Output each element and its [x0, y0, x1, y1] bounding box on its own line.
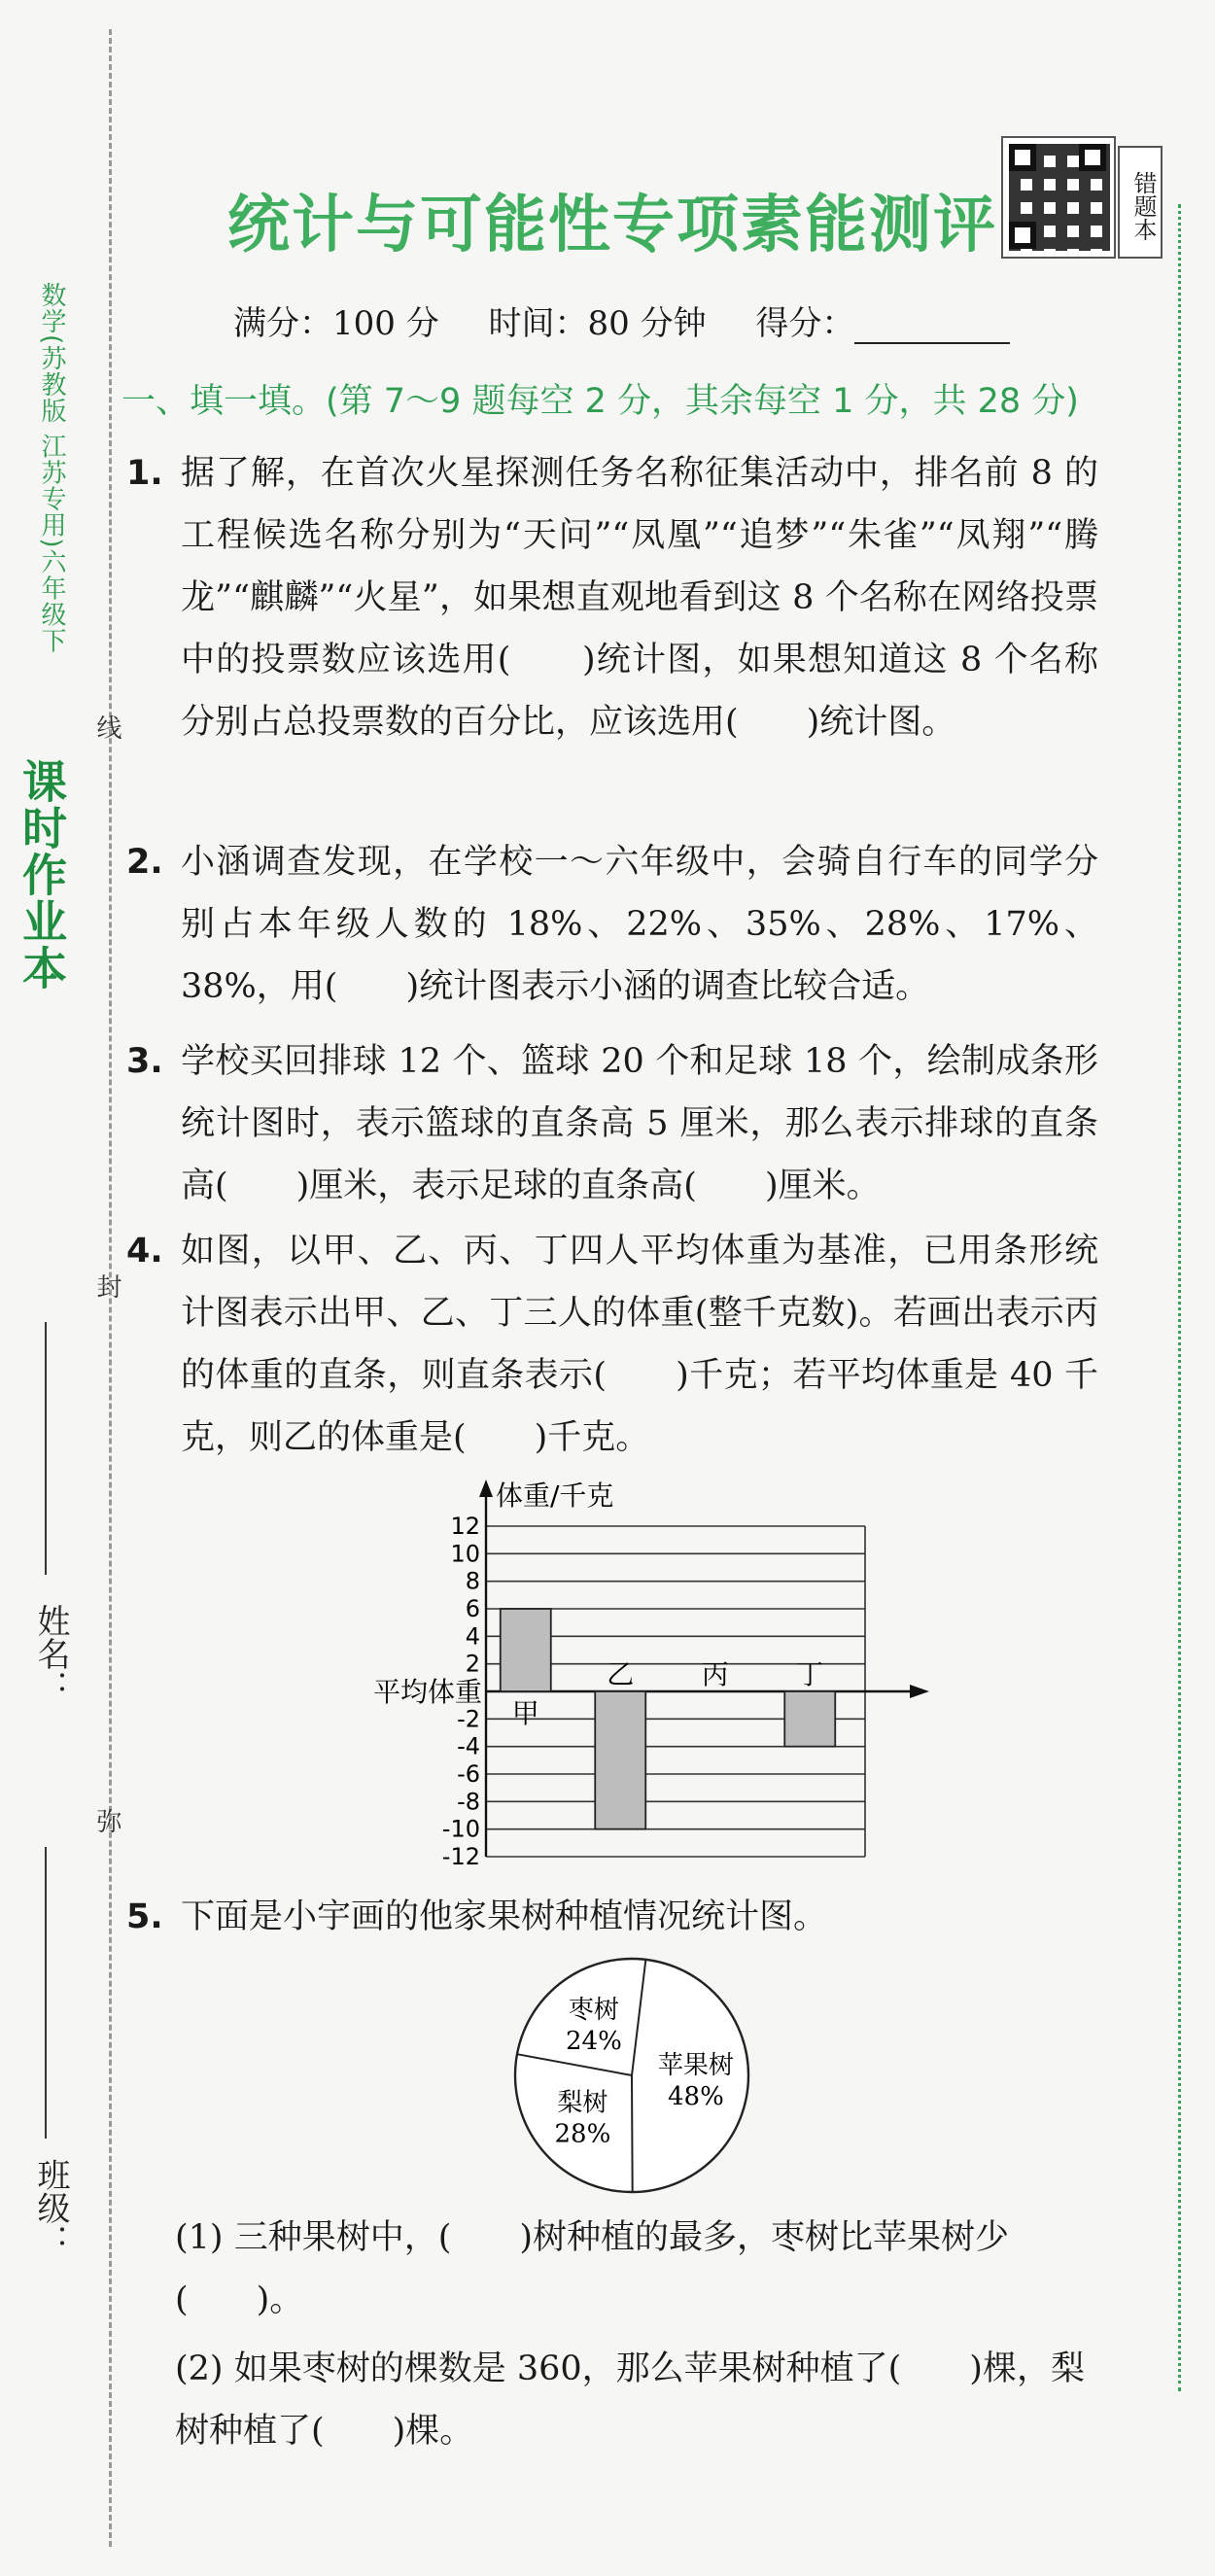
bar-乙: [595, 1691, 645, 1829]
y-tick-label: -2: [457, 1705, 480, 1733]
question-text: 小涵调查发现，在学校一～六年级中，会骑自行车的同学分别占本年级人数的 18%、22%、35%、28%、17%、38%，用( )统计图表示小涵的调查比较合适。: [181, 843, 1098, 1006]
full-score: 满分：100 分: [233, 304, 439, 343]
subquestion-2: (2) 如果枣树的棵数是 360，那么苹果树种植了( )棵，梨树种植了( )棵。: [175, 2350, 1085, 2451]
y-tick-label: 12: [450, 1513, 480, 1540]
seal-char-line: 线: [92, 714, 122, 740]
bar-丁: [784, 1691, 835, 1747]
series-label: 数学(苏教版 江苏专用)六年级下: [37, 282, 66, 654]
category-label-丁: 丁: [796, 1658, 824, 1690]
brand-logo: 课时作业本: [16, 758, 68, 992]
score-label: 得分：: [755, 304, 855, 343]
score-blank[interactable]: [854, 315, 1010, 344]
y-tick-label: -12: [441, 1843, 480, 1870]
y-tick-label: 4: [465, 1622, 480, 1651]
slice-percent-1: 28%: [554, 2119, 611, 2149]
qr-finder-top-left: [1009, 144, 1036, 171]
qr-finder-top-right: [1079, 144, 1106, 171]
question-5: [126, 1886, 1098, 1948]
y-tick-label: 10: [450, 1540, 480, 1568]
question-2: [126, 831, 1098, 1018]
question-number: 3.: [126, 1042, 163, 1081]
question-text: 据了解，在首次火星探测任务名称征集活动中，排名前 8 的工程候选名称分别为“天问”“凤凰”“追梦”“朱雀”“凤翔”“腾龙”“麒麟”“火星”，如果想直观地看到这 8 个名称在网络投票中的投票数应该选用( )统计图，如果想知道这 8 个名称分别占总投票数的百分比，应该选用( )统计图。: [181, 454, 1098, 742]
category-label-乙: 乙: [607, 1658, 635, 1690]
fruit-tree-pie-chart: [505, 1949, 758, 2202]
subquestion-1: (1) 三种果树中，( )树种植的最多，枣树比苹果树少( )。: [175, 2218, 1010, 2319]
class-label: 班级：: [31, 2158, 70, 2257]
category-label-丙: 丙: [701, 1658, 729, 1690]
question-text: 学校买回排球 12 个、篮球 20 个和足球 18 个，绘制成条形统计图时，表示篮球的直条高 5 厘米，那么表示排球的直条高( )厘米，表示足球的直条高( )厘米。: [181, 1042, 1098, 1205]
question-number: 5.: [126, 1897, 163, 1936]
y-tick-label: -10: [441, 1815, 480, 1843]
y-tick-label: -8: [457, 1788, 480, 1816]
qr-code[interactable]: [1001, 136, 1116, 259]
question-text: 如图，以甲、乙、丙、丁四人平均体重为基准，已用条形统计图表示出甲、乙、丁三人的体重(整千克数)。若画出表示丙的体重的直条，则直条表示( )千克；若平均体重是 40 千克，则乙的体重是( )千克。: [181, 1232, 1098, 1457]
weight-bar-chart: [321, 1468, 943, 1876]
seal-char-mi: 弥: [92, 1808, 122, 1833]
question-number: 2.: [126, 843, 163, 882]
slice-label-0: 苹果树: [657, 2050, 734, 2080]
baseline-label: 平均体重: [372, 1676, 482, 1708]
category-label-甲: 甲: [511, 1697, 539, 1729]
time-limit: 时间：80 分钟: [488, 304, 707, 343]
error-book-label: 错题本: [1118, 146, 1163, 259]
question-4: [126, 1220, 1098, 1469]
question-3: [126, 1030, 1098, 1217]
slice-label-1: 梨树: [557, 2088, 608, 2118]
name-label: 姓名：: [31, 1604, 70, 1703]
slice-label-2: 枣树: [568, 1995, 619, 2025]
slice-percent-0: 48%: [667, 2081, 724, 2111]
question-text: 下面是小宇画的他家果树种植情况统计图。: [181, 1897, 828, 1936]
seal-char-seal: 封: [92, 1273, 122, 1299]
exam-meta: [233, 296, 1049, 344]
y-tick-label: 6: [465, 1595, 480, 1622]
y-axis-label: 体重/千克: [496, 1479, 614, 1512]
y-tick-label: -4: [457, 1732, 480, 1760]
y-tick-label: 8: [465, 1567, 480, 1595]
y-tick-label: 2: [465, 1650, 480, 1678]
y-axis-arrow: [479, 1479, 493, 1497]
name-write-line: [45, 1322, 47, 1575]
slice-percent-2: 24%: [566, 2026, 622, 2056]
bar-甲: [501, 1609, 551, 1691]
class-write-line: [45, 1847, 47, 2139]
qr-finder-bottom-left: [1009, 222, 1036, 249]
baseline-arrow: [910, 1685, 929, 1698]
section-heading: 一、填一填。(第 7～9 题每空 2 分，其余每空 1 分，共 28 分): [122, 382, 1079, 421]
y-tick-label: -6: [457, 1760, 480, 1788]
right-dotted-guide: [1178, 204, 1181, 2391]
question-1: [126, 442, 1098, 753]
page-title: 统计与可能性专项素能测评: [227, 190, 997, 261]
question-number: 4.: [126, 1232, 163, 1271]
slice-divider: [632, 2075, 633, 2192]
question-number: 1.: [126, 454, 163, 493]
